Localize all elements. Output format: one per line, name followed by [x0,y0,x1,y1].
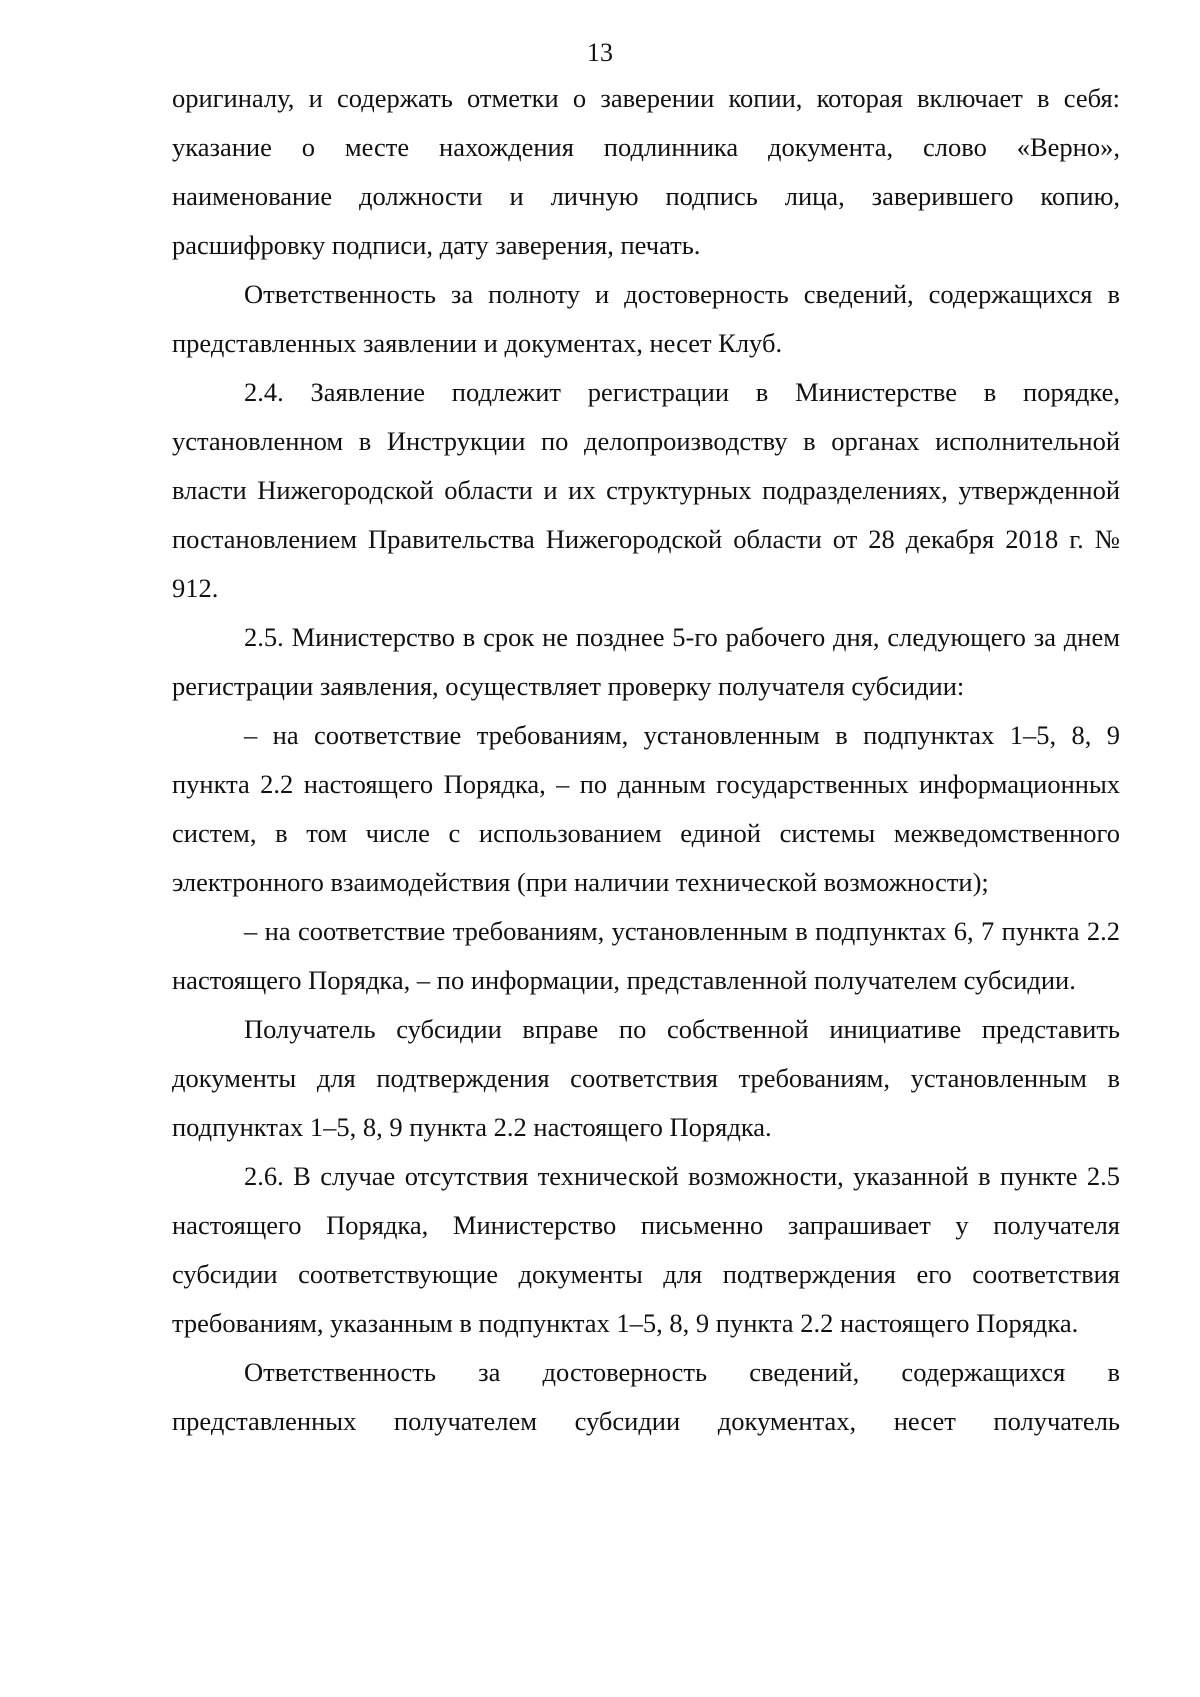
paragraph-recipient-initiative: Получатель субсидии вправе по собственной инициативе представить документы для подтверждения соответствия требованиям, установленным в подпунктах 1–5, 8, 9 пункта 2.2 настоящего Порядка. [172,1014,1120,1142]
paragraph-responsibility-club: Ответственность за полноту и достоверность сведений, содержащихся в представленных заявлении и документах, несет Клуб. [172,279,1120,358]
paragraph-2-4-registration: 2.4. Заявление подлежит регистрации в Министерстве в порядке, установленном в Инструкции по делопроизводству в органах исполнительной власти Нижегородской области и их структурных подразделениях, утвержденной постановлением Правительства Нижегородской области от 28 декабря 2018 г. № 912. [172,377,1120,603]
paragraph-2-5-verification: 2.5. Министерство в срок не позднее 5-го рабочего дня, следующего за днем регистрации заявления, осуществляет проверку получателя субсидии: [172,622,1120,701]
document-body [172,74,1120,1446]
paragraph-responsibility-recipient: Ответственность за достоверность сведений, содержащихся в представленных получателем субсидии документах, несет получатель [172,1357,1120,1436]
page-number: 13 [587,38,613,67]
paragraph-2-6-written-request: 2.6. В случае отсутствия технической возможности, указанной в пункте 2.5 настоящего Порядка, Министерство письменно запрашивает у получателя субсидии соответствующие документы для подтверждения его соответствия требованиям, указанным в подпунктах 1–5, 8, 9 пункта 2.2 настоящего Порядка. [172,1161,1120,1338]
list-item-recipient-info-check: – на соответствие требованиям, установленным в подпунктах 6, 7 пункта 2.2 настоящего Порядка, – по информации, представленной получателем субсидии. [172,916,1120,995]
paragraph-copy-certification: оригиналу, и содержать отметки о заверении копии, которая включает в себя: указание о месте нахождения подлинника документа, слово «Верно», наименование должности и личную подпись лица, заверившего копию, расшифровку подписи, дату заверения, печать. [172,83,1120,260]
list-item-state-systems-check: – на соответствие требованиям, установленным в подпунктах 1–5, 8, 9 пункта 2.2 настоящего Порядка, – по данным государственных информационных систем, в том числе с использованием единой системы межведомственного электронного взаимодействия (при наличии технической возможности); [172,720,1120,897]
